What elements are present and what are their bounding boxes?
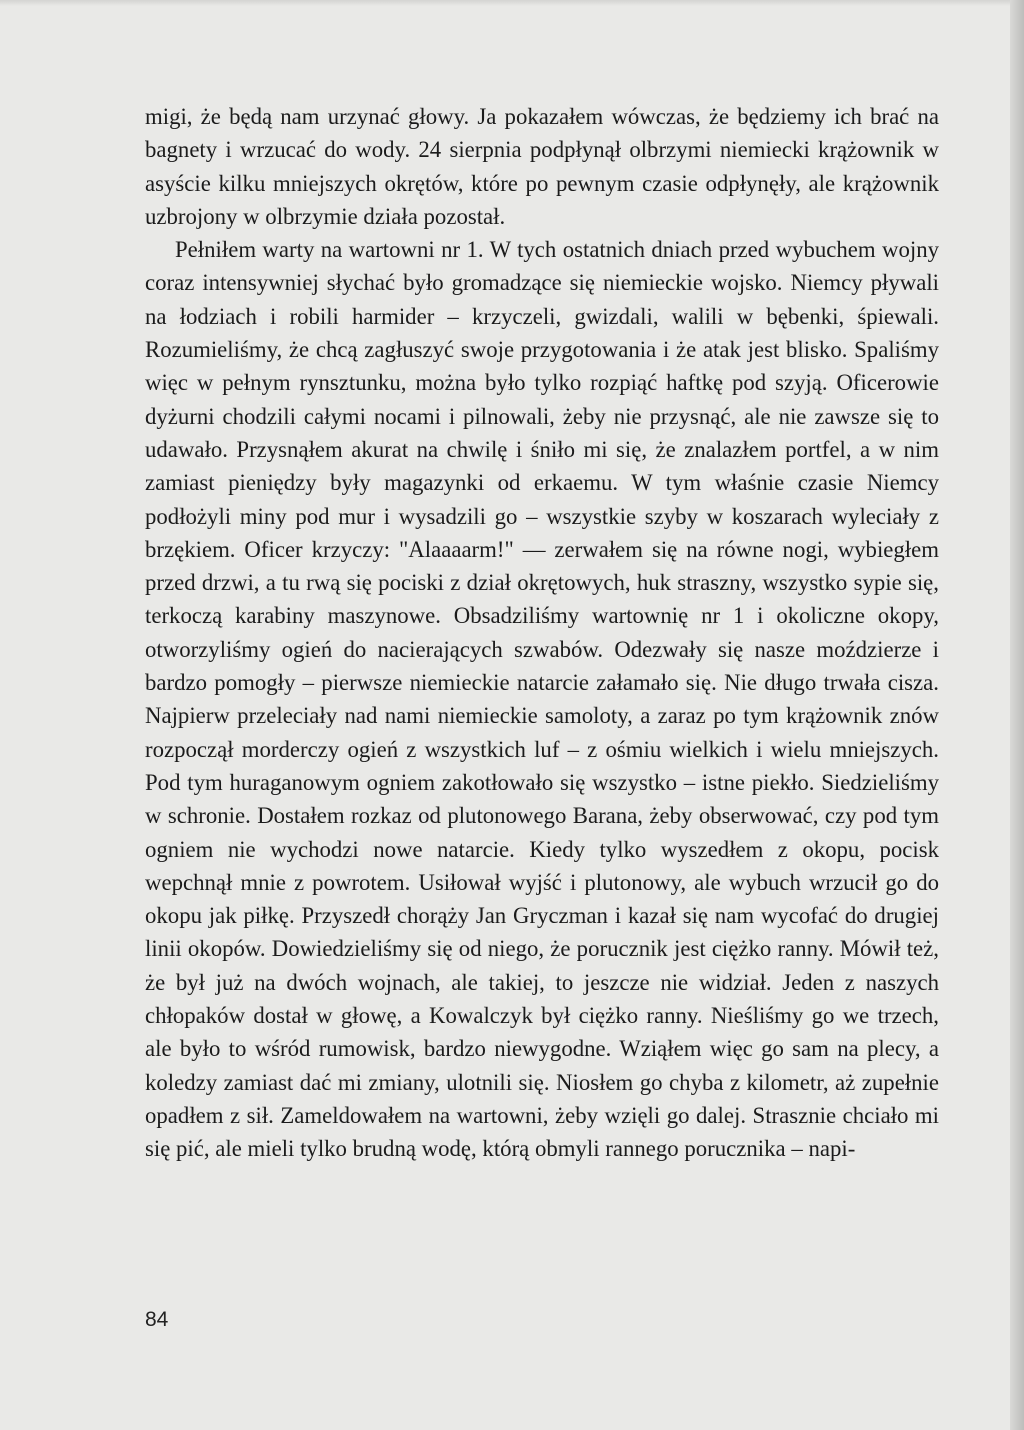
page-number: 84 bbox=[145, 1308, 169, 1331]
scan-shadow-right bbox=[1010, 0, 1024, 1430]
paragraph-watch-duty: Pełniłem warty na wartowni nr 1. W tych ostatnich dniach przed wybuchem wojny coraz intensywniej słychać było gromadzące się niemieckie wojsko. Niemcy pływali na łodziach i robili harmider – krzyczeli, gwizdali, walili w bębenki, śpiewali. Rozumieliśmy, że chcą zagłuszyć swoje przygotowania i że atak jest blisko. Spaliśmy więc w pełnym rynsztunku, można było tylko rozpiąć haftkę pod szyją. Oficerowie dyżurni chodzili całymi nocami i pilnowali, żeby nie przysnąć, ale nie zawsze się to udawało. Przysnąłem akurat na chwilę i śniło mi się, że znalazłem portfel, a w nim zamiast pieniędzy były magazynki od erkaemu. W tym właśnie czasie Niemcy podłożyli miny pod mur i wysadzili go – wszystkie szyby w koszarach wyleciały z brzękiem. Oficer krzyczy: "Alaaaarm!" — zerwałem się na równe nogi, wybiegłem przed drzwi, a tu rwą się pociski z dział okrętowych, huk straszny, wszystko sypie się, terkoczą karabiny maszynowe. Obsadziliśmy wartownię nr 1 i okoliczne okopy, otworzyliśmy ogień do nacierających szwabów. Odezwały się nasze moździerze i bardzo pomogły – pierwsze niemieckie natarcie załamało się. Nie długo trwała cisza. Najpierw przeleciały nad nami niemieckie samoloty, a zaraz po tym krążownik znów rozpoczął morderczy ogień z wszystkich luf – z ośmiu wielkich i wielu mniejszych. Pod tym huraganowym ogniem zakotłowało się wszystko – istne piekło. Siedzieliśmy w schronie. Dostałem rozkaz od plutonowego Barana, żeby obserwować, czy pod tym ogniem nie wychodzi nowe natarcie. Kiedy tylko wyszedłem z okopu, pocisk wepchnął mnie z powrotem. Usiłował wyjść i plutonowy, ale wybuch wrzucił go do okopu jak piłkę. Przyszedł chorąży Jan Gryczman i kazał się nam wycofać do drugiej linii okopów. Dowiedzieliśmy się od niego, że porucznik jest ciężko ranny. Mówił też, że był już na dwóch wojnach, ale takiej, to jeszcze nie widział. Jeden z naszych chłopaków dostał w głowę, a Kowalczyk był ciężko ranny. Nieśliśmy go we trzech, ale było to wśród rumowisk, bardzo niewygodne. Wziąłem więc go sam na plecy, a koledzy zamiast dać mi zmiany, ulotnili się. Niosłem go chyba z kilometr, aż zupełnie opadłem z sił. Zameldowałem na wartowni, żeby wzięli go dalej. Strasznie chciało mi się pić, ale mieli tylko brudną wodę, którą obmyli rannego porucznika – napi- bbox=[145, 237, 939, 1162]
paragraph-continuation: migi, że będą nam urzynać głowy. Ja pokazałem wówczas, że będziemy ich brać na bagnety i wrzucać do wody. 24 sierpnia podpłynął olbrzymi niemiecki krążownik w asyście kilku mniejszych okrętów, które po pewnym czasie odpłynęły, ale krążownik uzbrojony w olbrzymie działa pozostał. bbox=[145, 104, 939, 229]
scan-shadow-top bbox=[0, 0, 1024, 6]
page-body-text bbox=[145, 100, 939, 1166]
